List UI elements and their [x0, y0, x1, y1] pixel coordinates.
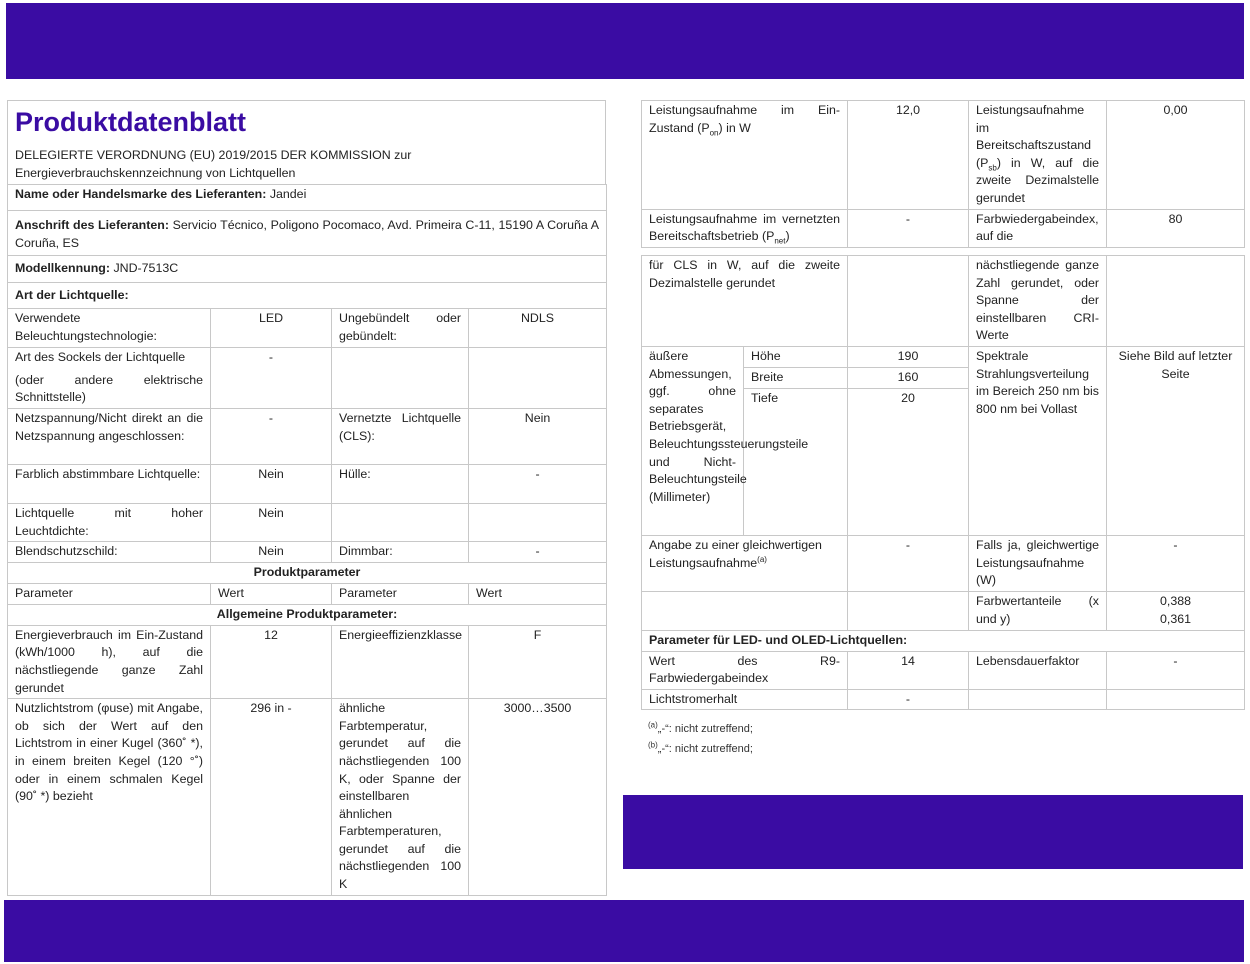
pon-sub: on: [709, 128, 719, 138]
tunable-row: [8, 464, 607, 503]
product-table-right-bottom: [641, 255, 1245, 710]
pon-label: Leistungsaufnahme im Ein-Zustand (P: [649, 103, 840, 135]
eclass-label: Energieeffizienzklasse: [332, 625, 469, 698]
supplier-name-row: [8, 185, 607, 211]
product-table-right-top: [641, 100, 1245, 248]
lifetime-label: Lebensdauerfaktor: [969, 651, 1107, 689]
envelope-label: Hülle:: [332, 464, 469, 503]
equiv-value: -: [848, 535, 969, 591]
footnote-b-text: „-“: nicht zutreffend;: [657, 743, 753, 755]
psb-unit: ) in W, auf die zweite Dezimalstelle gerundet: [976, 155, 1099, 205]
mains-value: -: [211, 408, 332, 464]
spd-value: Siehe Bild auf letzter Seite: [1107, 346, 1245, 535]
eclass-value: F: [469, 625, 607, 698]
socket-value: -: [211, 348, 332, 409]
type-label: Art der Lichtquelle:: [8, 283, 607, 309]
supplier-address-value: Servicio Técnico, Poligono Pocomaco, Avd. Primeira C-11, 15190 A Coruña A Coruña, ES: [15, 218, 599, 250]
psb-sub: sb: [988, 163, 997, 173]
footnote-a-text: „-“: nicht zutreffend;: [657, 723, 753, 735]
socket-label: Art des Sockels der Lichtquelle: [15, 350, 186, 365]
width-label: Breite: [744, 367, 848, 388]
psb-value: 0,00: [1107, 101, 1245, 210]
flux-row: [8, 699, 607, 896]
maint-value: -: [848, 689, 969, 710]
footnote-a-mark: (a): [648, 720, 658, 730]
pon-value: 12,0: [848, 101, 969, 210]
footnote-b: [648, 739, 753, 759]
width-value: 160: [848, 367, 969, 388]
col-value-1: Wert: [211, 584, 332, 605]
glare-value: Nein: [211, 542, 332, 563]
cct-value: 3000…3500: [469, 699, 607, 896]
energy-row: [8, 625, 607, 698]
height-row: [642, 346, 1245, 367]
chroma-x: 0,388: [1159, 593, 1191, 608]
tech-value: LED: [211, 309, 332, 348]
tunable-value: Nein: [211, 464, 332, 503]
maint-label: Lichtstromerhalt: [642, 689, 848, 710]
model-value: JND-7513C: [113, 261, 179, 276]
regulation-text: DELEGIERTE VERORDNUNG (EU) 2019/2015 DER KOMMISSION zur Energieverbrauchskennzeichnung von Lichtquellen: [15, 148, 412, 180]
highlum-label: Lichtquelle mit hoher Leuchtdichte:: [8, 503, 211, 541]
page-title: Produktdatenblatt: [15, 107, 247, 137]
pnet-cont-label: für CLS in W, auf die zweite Dezimalstelle gerundet: [642, 256, 848, 347]
depth-value: 20: [848, 388, 969, 535]
tunable-label: Farblich abstimmbare Lichtquelle:: [8, 464, 211, 503]
col-param-2: Parameter: [332, 584, 469, 605]
flux-value: 296 in -: [211, 699, 332, 896]
highlum-value: Nein: [211, 503, 332, 541]
pon-row: [642, 101, 1245, 210]
cct-label: ähnliche Farbtemperatur, gerundet auf die nächstliegenden 100 K, oder Spanne der einstellbaren ähnlichen Farbtemperaturen, gerundet auf die nächstliegenden 100 K: [332, 699, 469, 896]
col-param-1: Parameter: [8, 584, 211, 605]
top-banner: [6, 3, 1244, 79]
footnote-b-mark: (b): [648, 740, 658, 750]
params-header-row: [8, 584, 607, 605]
dimmable-value: -: [469, 542, 607, 563]
model-label: Modellkennung:: [15, 261, 110, 276]
spd-label: Spektrale Strahlungsverteilung im Bereich 250 nm bis 800 nm bei Vollast: [969, 346, 1107, 535]
envelope-value: -: [469, 464, 607, 503]
height-value: 190: [848, 346, 969, 367]
dims-label: äußere Abmessungen, ggf. ohne separates Betriebsgerät, Beleuchtungssteuerungsteile und Nicht-Beleuchtungsteile (Millimeter): [642, 346, 744, 535]
cri-value: 80: [1107, 209, 1245, 247]
type-row: [8, 283, 607, 309]
glare-row: [8, 542, 607, 563]
energy-value: 12: [211, 625, 332, 698]
psb-label: Leistungsaufnahme im Bereitschaftszustand (P: [976, 103, 1092, 170]
height-label: Höhe: [744, 346, 848, 367]
equiv-row: [642, 535, 1245, 591]
socket-label-2: (oder andere elektrische Schnittstelle): [15, 372, 203, 405]
r9-value: 14: [848, 651, 969, 689]
pnet-label: Leistungsaufnahme im vernetzten Bereitschaftsbetrieb (P: [649, 211, 840, 244]
cls-value: Nein: [469, 408, 607, 464]
cri-cont-label: nächstliegende ganze Zahl gerundet, oder Spanne der einstellbaren CRI-Werte: [969, 256, 1107, 347]
socket-row: [8, 348, 607, 409]
supplier-address-label: Anschrift des Lieferanten:: [15, 218, 169, 233]
chroma-label: Farbwertanteile (x und y): [969, 591, 1107, 630]
model-row: [8, 256, 607, 283]
glare-label: Blendschutzschild:: [8, 542, 211, 563]
supplier-name-label: Name oder Handelsmarke des Lieferanten:: [15, 187, 267, 202]
cls-label: Vernetzte Lichtquelle (CLS):: [332, 408, 469, 464]
general-section-title: Allgemeine Produktparameter:: [8, 604, 607, 625]
flux-label: Nutzlichtstrom (φuse) mit Angabe, ob sich der Wert auf den Lichtstrom in einer Kugel (360˚ *), in einem breiten Kegel (120 °˚) oder in einem schmalen Kegel (90˚ *) bezieht: [8, 699, 211, 896]
mains-row: [8, 408, 607, 464]
pnet-cont-row: [642, 256, 1245, 347]
col-value-2: Wert: [469, 584, 607, 605]
mains-label: Netzspannung/Nicht direkt an die Netzspannung angeschlossen:: [8, 408, 211, 464]
dimmable-label: Dimmbar:: [332, 542, 469, 563]
led-section-row: [642, 630, 1245, 651]
r9-row: [642, 651, 1245, 689]
depth-label: Tiefe: [744, 388, 848, 535]
equiv-sup: (a): [757, 554, 767, 564]
bundled-value: NDLS: [469, 309, 607, 348]
general-section-row: [8, 604, 607, 625]
equiv-power-label: Falls ja, gleichwertige Leistungsaufnahme (W): [969, 535, 1107, 591]
chroma-y: 0,361: [1159, 611, 1191, 626]
footnote-a: [648, 719, 753, 739]
tech-row: [8, 309, 607, 348]
bundled-label: Ungebündelt oder gebündelt:: [332, 309, 469, 348]
pnet-value: -: [848, 209, 969, 247]
energy-label: Energieverbrauch im Ein-Zustand (kWh/1000 h), auf die nächstliegende ganze Zahl gerundet: [8, 625, 211, 698]
equiv-power-value: -: [1107, 535, 1245, 591]
left-panel: [7, 100, 606, 892]
product-table-left: [7, 184, 607, 895]
footnotes: [648, 719, 753, 759]
pnet-sub: net: [774, 236, 786, 246]
led-section-title: Parameter für LED- und OLED-Lichtquellen:: [642, 630, 1245, 651]
chroma-row: [642, 591, 1245, 630]
params-section-row: [8, 563, 607, 584]
supplier-name-value: Jandei: [269, 187, 307, 202]
tech-label: Verwendete Beleuchtungstechnologie:: [8, 309, 211, 348]
r9-label: Wert des R9-Farbwiedergabeindex: [642, 651, 848, 689]
maint-row: [642, 689, 1245, 710]
highlum-row: [8, 503, 607, 541]
pnet-row: [642, 209, 1245, 247]
bottom-banner: [4, 900, 1244, 962]
equiv-label: Angabe zu einer gleichwertigen Leistungsaufnahme: [649, 537, 822, 570]
sheet-header: [7, 100, 606, 184]
lifetime-value: -: [1107, 651, 1245, 689]
middle-banner: [623, 795, 1243, 869]
cri-label: Farbwiedergabeindex, auf die: [969, 209, 1107, 247]
supplier-address-row: [8, 211, 607, 256]
params-section-title: Produktparameter: [8, 563, 607, 584]
pon-unit: ) in W: [718, 120, 751, 135]
pnet-unit: ): [785, 229, 790, 244]
